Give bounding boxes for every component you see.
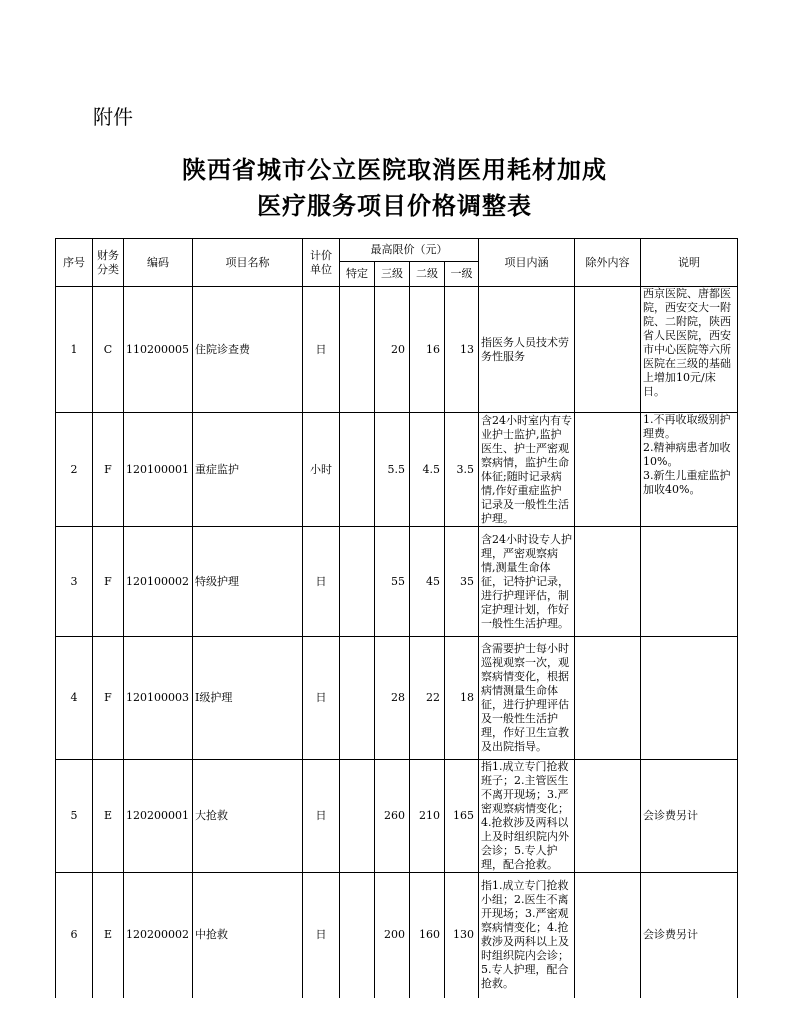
- row-level2: 210: [410, 760, 445, 873]
- row-seq: 6: [56, 873, 93, 998]
- row-level2: 4.5: [410, 413, 445, 527]
- row-content: 指1.成立专门抢救小组；2.医生不离开现场；3.严密观察病情变化；4.抢救涉及两科以上及时组织院内会诊；5.专人护理，配合抢救。: [479, 873, 575, 998]
- row-special: [340, 760, 375, 873]
- header-exclusion: 除外内容: [575, 239, 641, 287]
- row-seq: 1: [56, 287, 93, 413]
- row-category: E: [93, 760, 124, 873]
- row-level2: 16: [410, 287, 445, 413]
- row-seq: 5: [56, 760, 93, 873]
- row-content: 指1.成立专门抢救班子；2.主管医生不离开现场；3.严密观察病情变化；4.抢救涉及两科以上及时组织院内外会诊；5.专人护理，配合抢救。: [479, 760, 575, 873]
- header-unit: 计价 单位: [303, 239, 340, 287]
- row-special: [340, 527, 375, 637]
- row-note: [641, 527, 738, 637]
- row-level2: 22: [410, 637, 445, 760]
- row-seq: 2: [56, 413, 93, 527]
- row-note: 会诊费另计: [641, 760, 738, 873]
- attachment-label: 附件: [93, 105, 133, 129]
- row-category: F: [93, 637, 124, 760]
- header-note: 说明: [641, 239, 738, 287]
- row-name: Ⅰ级护理: [193, 637, 303, 760]
- row-level3: 20: [375, 287, 410, 413]
- row-content: 含24小时设专人护理，严密观察病情,测量生命体征，记特护记录，进行护理评估，制定护理计划，作好一般性生活护理。: [479, 527, 575, 637]
- header-level2: 二级: [410, 262, 445, 287]
- row-special: [340, 873, 375, 998]
- header-max-price: 最高限价（元）: [340, 239, 479, 262]
- header-special: 特定: [340, 262, 375, 287]
- row-code: 120100002: [124, 527, 193, 637]
- row-content: 含24小时室内有专业护士监护,监护医生、护士严密观察病情，监护生命体征;随时记录病情,作好重症监护记录及一般性生活护理。: [479, 413, 575, 527]
- document-title-line2: 医疗服务项目价格调整表: [257, 191, 532, 220]
- row-note: 会诊费另计: [641, 873, 738, 998]
- table-row: [56, 527, 738, 637]
- row-unit: 日: [303, 287, 340, 413]
- table-row: [56, 873, 738, 998]
- row-exclusion: [575, 287, 641, 413]
- header-level3: 三级: [375, 262, 410, 287]
- row-unit: 日: [303, 760, 340, 873]
- header-category: 财务 分类: [93, 239, 124, 287]
- row-name: 大抢救: [193, 760, 303, 873]
- row-level3: 55: [375, 527, 410, 637]
- header-level1: 一级: [445, 262, 479, 287]
- row-name: 重症监护: [193, 413, 303, 527]
- row-code: 120200001: [124, 760, 193, 873]
- row-exclusion: [575, 413, 641, 527]
- row-code: 110200005: [124, 287, 193, 413]
- row-unit: 日: [303, 527, 340, 637]
- row-note: 西京医院、唐都医院，西安交大一附院、二附院，陕西省人民医院，西安市中心医院等六所医院在三级的基础上增加10元/床日。: [641, 287, 738, 413]
- row-level1: 18: [445, 637, 479, 760]
- row-code: 120100003: [124, 637, 193, 760]
- row-level1: 35: [445, 527, 479, 637]
- table-row: [56, 760, 738, 873]
- row-seq: 3: [56, 527, 93, 637]
- row-level1: 165: [445, 760, 479, 873]
- table-row: [56, 413, 738, 527]
- header-seq: 序号: [56, 239, 93, 287]
- row-category: F: [93, 413, 124, 527]
- row-content: 指医务人员技术劳务性服务: [479, 287, 575, 413]
- row-exclusion: [575, 760, 641, 873]
- row-category: E: [93, 873, 124, 998]
- row-unit: 小时: [303, 413, 340, 527]
- row-note: 1.不再收取级别护理费。 2.精神病患者加收10%。 3.新生儿重症监护加收40%。: [641, 413, 738, 527]
- row-note: [641, 637, 738, 760]
- row-special: [340, 637, 375, 760]
- document-title-line1: 陕西省城市公立医院取消医用耗材加成: [182, 155, 607, 184]
- row-category: C: [93, 287, 124, 413]
- row-level1: 13: [445, 287, 479, 413]
- table-row: [56, 287, 738, 413]
- row-level3: 28: [375, 637, 410, 760]
- row-level3: 5.5: [375, 413, 410, 527]
- row-unit: 日: [303, 873, 340, 998]
- price-adjustment-table: [55, 238, 738, 998]
- table-row: [56, 637, 738, 760]
- row-exclusion: [575, 873, 641, 998]
- row-exclusion: [575, 637, 641, 760]
- header-name: 项目名称: [193, 239, 303, 287]
- row-content: 含需要护士每小时巡视观察一次，观察病情变化，根据病情测量生命体征，进行护理评估及一般性生活护理，作好卫生宣教及出院指导。: [479, 637, 575, 760]
- row-code: 120200002: [124, 873, 193, 998]
- row-level2: 160: [410, 873, 445, 998]
- row-exclusion: [575, 527, 641, 637]
- row-name: 特级护理: [193, 527, 303, 637]
- row-code: 120100001: [124, 413, 193, 527]
- row-seq: 4: [56, 637, 93, 760]
- header-content: 项目内涵: [479, 239, 575, 287]
- header-code: 编码: [124, 239, 193, 287]
- row-name: 住院诊查费: [193, 287, 303, 413]
- row-special: [340, 287, 375, 413]
- row-level3: 200: [375, 873, 410, 998]
- row-category: F: [93, 527, 124, 637]
- row-level2: 45: [410, 527, 445, 637]
- row-unit: 日: [303, 637, 340, 760]
- row-level1: 3.5: [445, 413, 479, 527]
- row-name: 中抢救: [193, 873, 303, 998]
- row-special: [340, 413, 375, 527]
- row-level1: 130: [445, 873, 479, 998]
- row-level3: 260: [375, 760, 410, 873]
